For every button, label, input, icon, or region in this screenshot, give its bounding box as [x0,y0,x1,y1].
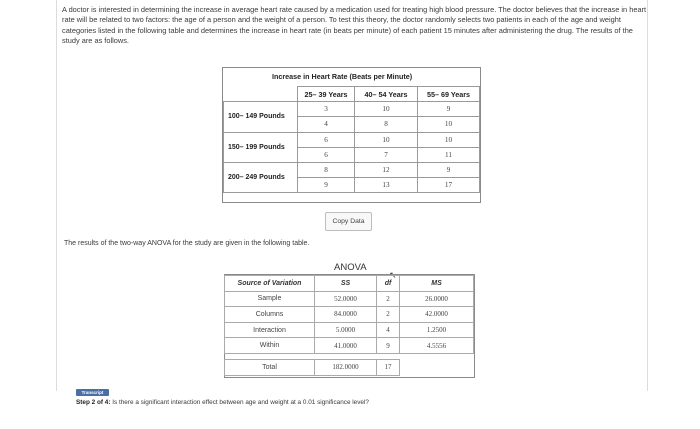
heart-rate-table [223,86,480,193]
step-text: Is there a significant interaction effect between age and weight at a 0.01 significance level? [110,399,369,406]
bottom-area [0,391,700,429]
anova-ss: 52.0000 [315,291,377,307]
anova-ms: 26.0000 [400,291,474,307]
step-question [76,399,369,406]
table-cell: 7 [355,147,418,162]
table-cell: 6 [298,132,355,147]
table-cell: 11 [418,147,480,162]
table-cell: 10 [355,132,418,147]
anova-source: Sample [225,291,315,307]
copy-data-button[interactable]: Copy Data [325,212,372,231]
age-header: 25– 39 Years [298,87,355,102]
anova-total-ss: 182.0000 [315,359,377,375]
anova-ss: 5.0000 [315,322,377,338]
anova-header: df [377,276,400,292]
table-cell: 6 [298,147,355,162]
anova-df: 2 [377,291,400,307]
table-cell: 17 [418,178,480,193]
anova-source: Columns [225,307,315,323]
anova-ms: 42.0000 [400,307,474,323]
anova-df: 4 [377,322,400,338]
weight-row-label: 200– 249 Pounds [224,162,298,192]
anova-df: 9 [377,338,400,354]
age-header: 55– 69 Years [418,87,480,102]
anova-header: SS [315,276,377,292]
table-cell: 10 [418,117,480,132]
weight-row-label: 100– 149 Pounds [224,102,298,132]
step-label: Step 2 of 4: [76,399,111,406]
table-cell: 8 [298,162,355,177]
table-cell: 9 [418,102,480,117]
age-header: 40– 54 Years [355,87,418,102]
mouse-cursor-icon: ↖ [389,270,397,280]
anova-source: Interaction [225,322,315,338]
transcript-badge[interactable]: Transcript [76,389,109,396]
table-cell: 12 [355,162,418,177]
heart-rate-table-title: Increase in Heart Rate (Beats per Minute) [272,72,413,81]
anova-ms: 4.5556 [400,338,474,354]
anova-title: ANOVA [334,262,367,273]
table-cell: 10 [418,132,480,147]
anova-ss: 41.0000 [315,338,377,354]
table-cell: 9 [418,162,480,177]
table-cell: 8 [355,117,418,132]
anova-ss: 84.0000 [315,307,377,323]
anova-total-label: Total [225,359,315,375]
anova-total-df: 17 [377,359,400,375]
table-cell: 3 [298,102,355,117]
table-cell: 4 [298,117,355,132]
anova-df: 2 [377,307,400,323]
table-cell: 9 [298,178,355,193]
anova-intro-text: The results of the two-way ANOVA for the study are given in the following table. [64,240,310,247]
intro-paragraph: A doctor is interested in determining the increase in average heart rate caused by a medication used for treating high blood pressure. The doctor believes that the increase in heart rate will be related to two factors: the age of a person and the weight of a person. To test this theory, the doctor randomly selects two patients in each of the age and weight categories listed in the following table and determines the increase in heart rate (in beats per minute) of each patient 15 minutes after administering the drug. The results of the study are as follows. [62,5,647,46]
table-cell: 13 [355,178,418,193]
anova-table [224,275,474,376]
anova-header: MS [400,276,474,292]
anova-header: Source of Variation [225,276,315,292]
anova-source: Within [225,338,315,354]
anova-ms: 1.2500 [400,322,474,338]
weight-row-label: 150– 199 Pounds [224,132,298,162]
table-cell: 10 [355,102,418,117]
problem-intro [62,5,650,47]
